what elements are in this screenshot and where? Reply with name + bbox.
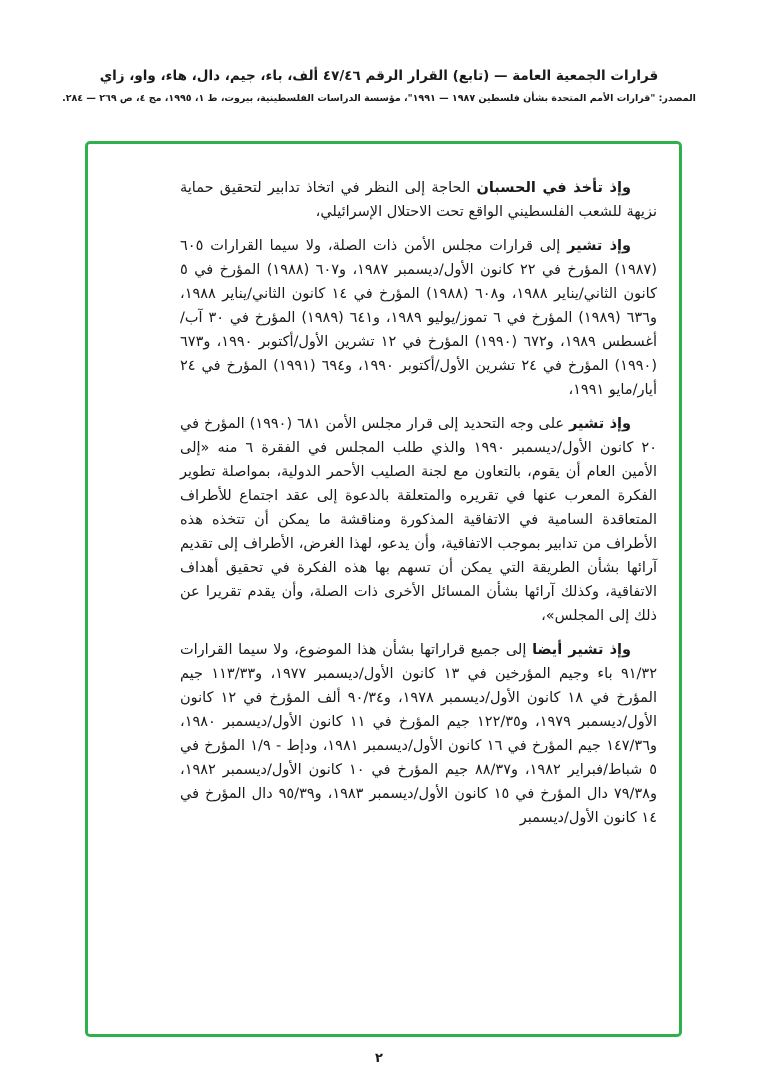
paragraph-text: إلى جميع قراراتها بشأن هذا الموضوع، ولا سيما القرارات ٩١/٣٢ باء وجيم المؤرخين في ١٣ كانون الأول/ديسمبر ١٩٧٧، و١١٣/٣٣ جيم المؤرخ في ١٨ كانون الأول/ديسمبر ١٩٧٨، و٩٠/٣٤ ألف المؤرخ في ١٢ كانون الأول/ديسمبر ١٩٧٩، و١٢٢/٣٥ جيم المؤرخ في ١١ كانون الأول/ديسمبر ١٩٨٠، و١٤٧/٣٦ جيم المؤرخ في ١٦ كانون الأول/ديسمبر ١٩٨١، ودإط - ١/٩ المؤرخ في ٥ شباط/فبراير ١٩٨٢، و٨٨/٣٧ جيم المؤرخ في ١٠ كانون الأول/ديسمبر ١٩٨٢، و٧٩/٣٨ دال المؤرخ في ١٥ كانون الأول/ديسمبر ١٩٨٣، و٩٥/٣٩ دال المؤرخ في ١٤ كانون الأول/ديسمبر (180, 642, 658, 826)
page-number: ٢ (375, 1051, 383, 1066)
paragraph-text: الحاجة إلى النظر في اتخاذ تدابير لتحقيق حماية نزيهة للشعب الفلسطيني الواقع تحت الاحتلال الإسرائيلي، (180, 180, 657, 220)
paragraph-lead: وإذ تشير (569, 416, 631, 432)
paragraph-text: على وجه التحديد إلى قرار مجلس الأمن ٦٨١ (١٩٩٠) المؤرخ في ٢٠ كانون الأول/ديسمبر ١٩٩٠ والذي طلب المجلس في الفقرة ٦ منه «إلى الأمين العام أن يقوم، بالتعاون مع لجنة الصليب الأحمر الدولية، بمواصلة تطوير الفكرة المعرب عنها في تقريره والمتعلقة بالدعوة إلى عقد اجتماع للأطراف المتعاقدة السامية في الاتفاقية المذكورة ومناقشة ما يمكن أن تتخذه هذه الأطراف من تدابير بموجب الاتفاقية، وأن يدعو، لهذا الغرض، الأطراف إلى تقديم آرائها بشأن الطريقة التي يمكن أن تسهم بها هذه الفكرة في تحقيق أهداف الاتفاقية، وكذلك آرائها بشأن المسائل الأخرى ذات الصلة، وأن يقدم تقريرا عن ذلك إلى المجلس»، (180, 416, 657, 624)
document-title: قرارات الجمعية العامة — (تابع) القرار الرقم ٤٧/٤٦ ألف، باء، جيم، دال، هاء، واو، زاي (99, 68, 659, 84)
paragraph (180, 412, 657, 628)
paragraph-lead: وإذ تشير أيضا (532, 642, 632, 658)
paragraph-lead: وإذ تأخذ في الحسبان (476, 180, 631, 196)
source-line: المصدر: "قرارات الأمم المتحدة بشأن فلسطين ١٩٨٧ — ١٩٩١"، مؤسسة الدراسات الفلسطينية، بيروت، ط ١، ١٩٩٥، مج ٤، ص ٢٦٩ — ٢٨٤. (62, 93, 696, 104)
paragraph-lead: وإذ تشير (567, 238, 631, 254)
paragraph (180, 176, 657, 224)
content-frame (85, 141, 682, 1037)
paragraph (180, 638, 657, 830)
page-header (30, 68, 728, 104)
paragraph (180, 234, 657, 402)
paragraph-text: إلى قرارات مجلس الأمن ذات الصلة، ولا سيما القرارات ٦٠٥ (١٩٨٧) المؤرخ في ٢٢ كانون الأول/ديسمبر ١٩٨٧، و٦٠٧ (١٩٨٨) المؤرخ في ٥ كانون الثاني/يناير ١٩٨٨، و٦٠٨ (١٩٨٨) المؤرخ في ١٤ كانون الثاني/يناير ١٩٨٨، و٦٣٦ (١٩٨٩) المؤرخ في ٦ تموز/يوليو ١٩٨٩، و٦٤١ (١٩٨٩) المؤرخ في ٣٠ آب/أغسطس ١٩٨٩، و٦٧٢ (١٩٩٠) المؤرخ في ١٢ تشرين الأول/أكتوبر ١٩٩٠، و٦٧٣ (١٩٩٠) المؤرخ في ٢٤ تشرين الأول/أكتوبر ١٩٩٠، و٦٩٤ (١٩٩١) المؤرخ في ٢٤ أيار/مايو ١٩٩١، (180, 238, 657, 398)
